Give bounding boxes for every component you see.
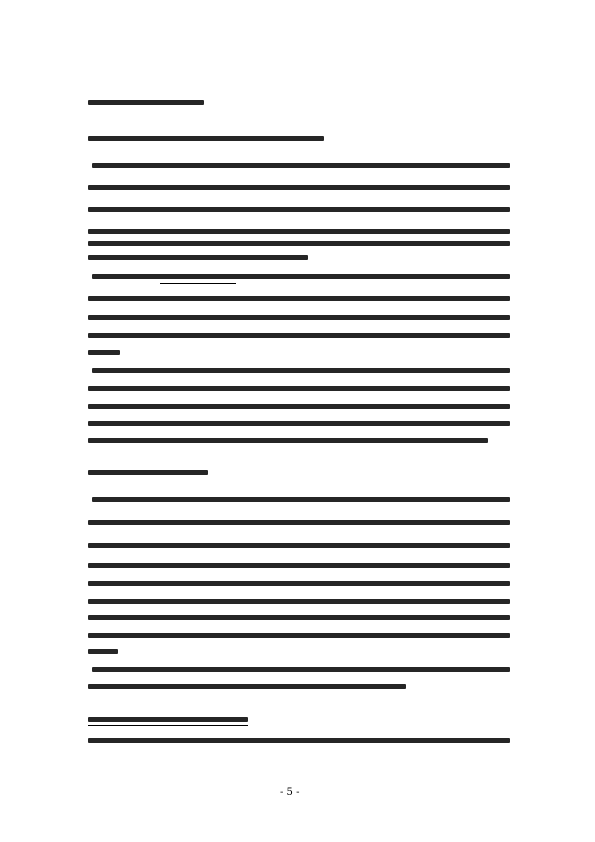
- page-number: - 5 -: [280, 787, 300, 798]
